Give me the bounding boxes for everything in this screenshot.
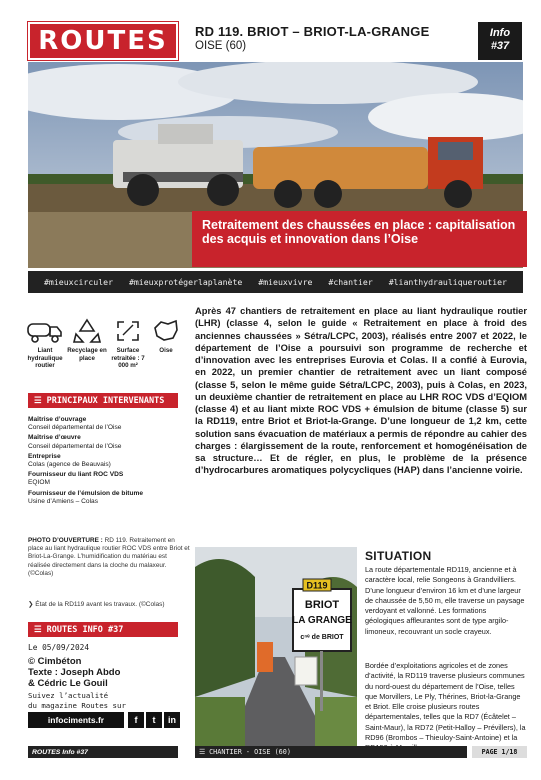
footer-section-label: CHANTIER - OISE (60) <box>209 748 291 756</box>
role: Entreprise <box>28 452 61 460</box>
value: EQIOM <box>28 479 50 487</box>
hashtag[interactable]: #chantier <box>328 277 373 287</box>
role: Maîtrise d’ouvrage <box>28 416 87 423</box>
value: Conseil départemental de l’Oise <box>28 424 122 432</box>
list-item <box>28 453 188 469</box>
intervenants-heading <box>28 393 178 408</box>
hashtag-bar <box>28 271 523 293</box>
surface-icon <box>114 318 142 344</box>
facebook-icon[interactable]: f <box>128 712 144 728</box>
photo-caption-text: RD 119. Retraitement en place au liant hydraulique routier ROC VDS entre Briot et Briot-La-Grange. L’humidification du matériau est réalisée directement dans la cloche du malaxeur. (©Colas) <box>28 537 190 577</box>
icon-item <box>145 318 187 355</box>
etat-caption <box>28 600 193 608</box>
info-badge-line2: #37 <box>490 40 510 52</box>
arrow-icon: ❯ <box>28 601 36 608</box>
linkedin-icon[interactable]: in <box>164 712 180 728</box>
intervenants-list <box>28 416 188 508</box>
twitter-icon[interactable]: t <box>146 712 162 728</box>
value: Usine d’Amiens – Colas <box>28 497 98 505</box>
page-title: RD 119. BRIOT – BRIOT-LA-GRANGE <box>195 24 430 39</box>
role: Maîtrise d’œuvre <box>28 434 81 442</box>
credit-line: © Cimbéton <box>28 656 82 667</box>
follow-line: du magazine Routes sur <box>28 700 126 710</box>
routes-logo: ROUTES <box>28 22 178 60</box>
follow-line: Suivez l’actualité <box>28 691 109 700</box>
role: Fournisseur du liant ROC VDS <box>28 471 124 479</box>
list-item <box>28 416 188 432</box>
sign-road-number: D119 <box>306 580 328 591</box>
list-item <box>28 490 188 506</box>
hero-caption: Retraitement des chaussées en place : capitalisation des acquis et innovation dans l’Oise <box>192 211 527 267</box>
routes-info-heading <box>28 622 178 637</box>
footer-section <box>195 746 467 758</box>
photo-caption <box>28 537 190 578</box>
photo-caption-label: PHOTO D’OUVERTURE : <box>28 537 103 544</box>
intervenants-heading-label: PRINCIPAUX INTERVENANTS <box>46 395 165 406</box>
recycle-icon <box>72 318 102 344</box>
follow-text <box>28 691 126 710</box>
icon-label: Liant hydraulique routier <box>27 347 63 369</box>
sign-town-2: LA GRANGE <box>292 615 352 626</box>
publication-date: Le 05/09/2024 <box>28 643 90 652</box>
footer-publication: ROUTES Info #37 <box>28 746 178 758</box>
list-item <box>28 434 188 450</box>
intro-paragraph: Après 47 chantiers de retraitement en place au liant hydraulique routier (LHR) (classe 4, selon le guide « Retraitement en place à froid des anciennes chaussées » Sétra/LCPC, 2003), réalisés entre 2007 et 2022, le département de l’Oise a poursuivi son programme de recherche et d’innovation avec les entreprises Eurovia et Colas. Il a confié à Eurovia, en 2022, un premier chantier de retraitement avec un liant composé (classe 5, selon le même guide Sétra/LCPC, 2003), puis à Colas, en 2023, un deuxième chantier de retraitement en place au LHR ROC VDS d’EQIOM (classe 4) et au liant mixte ROC VDS + émulsion de bitume (classe 5) sur la RD119, entre Briot et Briot-la-Grange. D’une longueur de 1,2 km, cette solution sans évacuation de matériaux a permis de répondre au cahier des charges : élargissement de la route, renforcement et homogénéisation de sa structure… Et de régler, en plus, le problème de la présence d’hydrocarbures aromatiques polycycliques (HAP) dans l’ancienne voirie. <box>195 306 527 476</box>
list-icon: ☰ <box>34 395 42 406</box>
hashtag[interactable]: #mieuxvivre <box>258 277 313 287</box>
icon-label: Oise <box>159 347 173 354</box>
sign-town-3: cⁿᵉ de BRIOT <box>300 634 344 641</box>
value: Conseil départemental de l’Oise <box>28 442 122 450</box>
value: Colas (agence de Beauvais) <box>28 461 111 469</box>
hashtag[interactable]: #lianthydrauliqueroutier <box>388 277 507 287</box>
icon-item <box>24 318 66 370</box>
icon-label: Recyclage en place <box>67 347 107 362</box>
road-photo <box>195 547 357 755</box>
situation-paragraph-1: La route départementale RD119, ancienne et à caractère local, relie Songeons à Grandvilliers. D’une longueur d’environ 16 km et d’une largeur de chaussée de 5,50 m, elle traverse un paysage verdoyant et vallonné. Les formations géologiques affleurantes sont de type argilo-limoneux, recouvrant un socle crayeux. <box>365 565 525 636</box>
info-badge <box>478 22 522 60</box>
website-link[interactable]: infociments.fr <box>28 712 124 728</box>
hashtag[interactable]: #mieuxprotégerlaplanète <box>128 277 243 287</box>
hashtag[interactable]: #mieuxcirculer <box>44 277 114 287</box>
situation-heading: SITUATION <box>365 549 432 563</box>
info-badge-line1: Info <box>489 27 511 39</box>
icon-label: Surface retraitée : 7 000 m² <box>111 347 145 369</box>
page-number: PAGE 1/18 <box>472 746 527 758</box>
etat-caption-text: État de la RD119 avant les travaux. (©Colas) <box>35 601 165 608</box>
sign-town-1: BRIOT <box>304 599 340 611</box>
oise-map-icon <box>152 318 180 344</box>
credits <box>28 656 120 689</box>
list-item <box>28 471 188 487</box>
icon-item <box>107 318 149 370</box>
routes-info-heading-label: ROUTES INFO #37 <box>46 624 124 635</box>
credit-line: Texte : Joseph Abdo <box>28 667 121 678</box>
icon-item <box>66 318 108 362</box>
credit-line: & Cédric Le Gouil <box>28 678 108 689</box>
role: Fournisseur de l’émulsion de bitume <box>28 489 144 497</box>
list-icon: ☰ <box>199 748 206 756</box>
truck-icon <box>26 318 64 344</box>
list-icon: ☰ <box>34 624 42 635</box>
situation-paragraph-2: Bordée d’exploitations agricoles et de zones d’activité, la RD119 traverse plusieurs communes du nord-ouest du département de l’Oise, telles que Morvillers, Le Ply, Thérines, Briot-la-Grange et Briot. Elle croise plusieurs routes départementales, telles que la RD7 (Écâtelet – Saint-Maur), la RD72 (Petit-Halloy – Prévillers), la RD96 (Brombos – Thieuloy-Saint-Antoine) et la <box>365 661 526 743</box>
page-subtitle: OISE (60) <box>195 40 247 52</box>
